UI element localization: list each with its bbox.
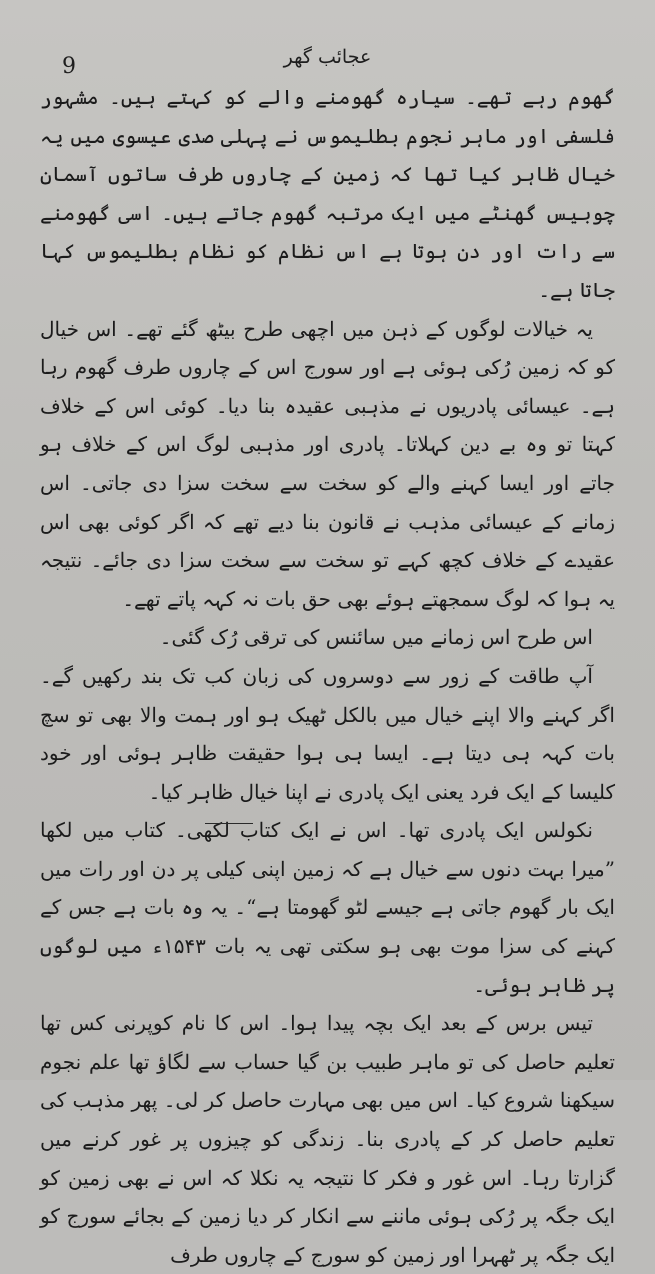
running-title: عجائب گھر bbox=[283, 46, 372, 68]
paragraph: تیس برس کے بعد ایک بچہ پیدا ہوا۔ اس کا نام کوپرنی کس تھا تعلیم حاصل کی تو ماہر طبیب بن گیا حساب سے لگاؤ تھا علم نجوم سیکھنا شروع کیا۔ اس میں بھی مہارت حاصل کر لی۔ پھر مذہب کی تعلیم حاصل کر کے پادری بنا۔ زندگی کو چیزوں پر غور کرنے میں گزارتا رہا۔ اس غور و فکر کا نتیجہ یہ نکلا کہ اس نے بھی زمین کو ایک جگہ پر رُکی ہوئی ماننے سے انکار کر دیا زمین کے بجائے سورج کو ایک جگہ پر ٹھہرا اور زمین کو سورج کے چاروں طرف bbox=[40, 1011, 616, 1267]
paragraph: نکولس ایک پادری تھا۔ اس نے ایک کتاب لکھی۔ کتاب میں لکھا ”میرا بہت دنوں سے خیال ہے کہ زمین اپنی کیلی پر دن اور رات میں ایک بار گھوم جاتی ہے جیسے لٹو گھومتا ہے“۔ یہ وہ بات ہے جس کے کہنے کی سزا موت بھی ہو سکتی تھی یہ بات ۱۵۴۳ء میں لوگوں پر ظاہر ہوئی۔ bbox=[40, 818, 615, 997]
page-number: 9 bbox=[62, 54, 76, 79]
paragraph: آپ طاقت کے زور سے دوسروں کی زبان کب تک بند رکھیں گے۔ اگر کہنے والا اپنے خیال میں بالکل ٹھیک ہو اور ہمت والا بھی تو سچ بات کہہ ہی دیتا ہے۔ ایسا ہی ہوا حقیقت ظاہر ہوئی اور خود کلیسا کے ایک فرد یعنی ایک پادری نے اپنا خیال ظاہر کیا۔ bbox=[40, 663, 615, 804]
paragraph: اس طرح اس زمانے میں سائنس کی ترقی رُک گئی۔ bbox=[159, 625, 593, 650]
paragraph: گھوم رہے تھے۔ سیارہ گھومنے والے کو کہتے ہیں۔ مشہور فلسفی اور ماہر نجوم بطلیموس نے پہلی صدی عیسوی میں یہ خیال ظاہر کیا تھا کہ زمین کے چاروں طرف ساتوں آسمان چوبیس گھنٹے میں ایک مرتبہ گھوم جاتے ہیں۔ اسی گھومنے سے رات اور دن ہوتا ہے اس نظام کو نظام بطلیموس کہا جاتا ہے۔ bbox=[40, 85, 615, 302]
page-header bbox=[0, 44, 655, 79]
paragraph: یہ خیالات لوگوں کے ذہن میں اچھی طرح بیٹھ گئے تھے۔ اس خیال کو کہ زمین رُکی ہوئی ہے اور سورج اس کے چاروں طرف گھوم رہا ہے۔ عیسائی پادریوں نے مذہبی عقیدہ بنا دیا۔ کوئی اس کے خلاف کہتا تو وہ بے دین کہلاتا۔ پادری اور مذہبی لوگ اس کے خلاف ہو جاتے اور ایسا کہنے والے کو سخت سے سخت سزا دی جاتی۔ اس زمانے کے عیسائی مذہب نے قانون بنا دیے تھے کہ اگر کوئی بھی اس عقیدے کے خلاف کچھ کہے تو سخت سے سخت سزا دی جائے۔ نتیجہ یہ ہوا کہ لوگ سمجھتے ہوئے بھی حق بات نہ کہہ پاتے تھے۔ bbox=[40, 316, 615, 611]
body-text bbox=[40, 78, 615, 1274]
overline-mark bbox=[205, 823, 253, 824]
